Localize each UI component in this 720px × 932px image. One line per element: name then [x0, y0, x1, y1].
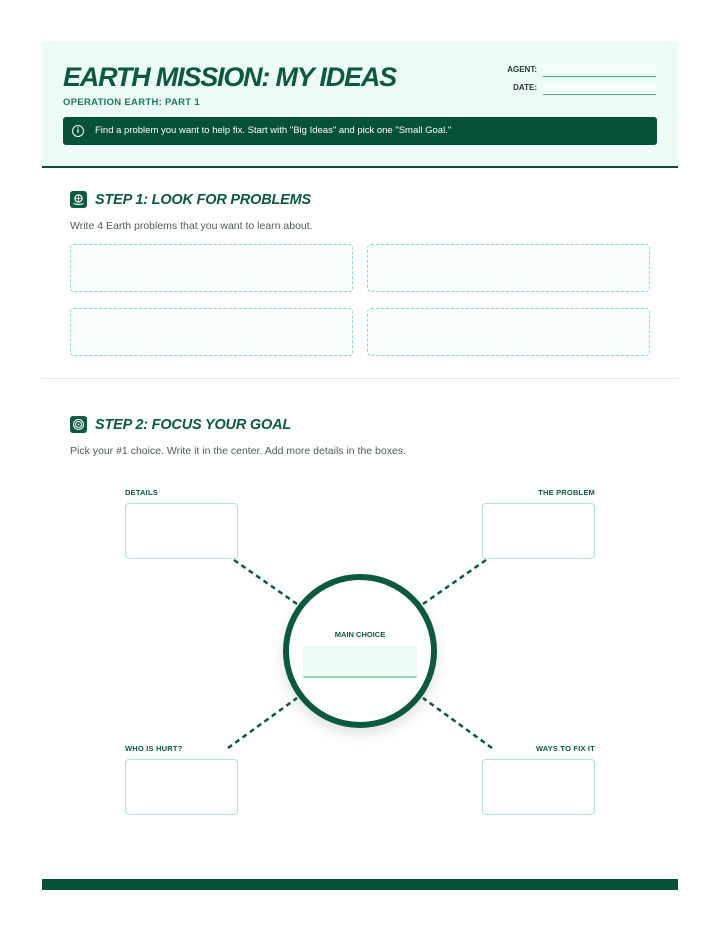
step1-description: Write 4 Earth problems that you want to learn about. [70, 220, 313, 232]
details-label: DETAILS [125, 488, 158, 497]
step1-title: STEP 1: LOOK FOR PROBLEMS [95, 191, 312, 208]
main-choice-label: MAIN CHOICE [334, 630, 386, 639]
who-hurt-box[interactable] [125, 759, 238, 815]
fix-label: WAYS TO FIX IT [535, 744, 595, 753]
main-choice-field[interactable] [303, 646, 417, 678]
footer-bar [42, 879, 678, 890]
agent-label: AGENT: [507, 65, 537, 74]
page-subtitle: OPERATION EARTH: PART 1 [63, 97, 200, 108]
problem-label: THE PROBLEM [538, 488, 595, 497]
banner-text: Find a problem you want to help fix. Start with "Big Ideas" and pick one "Small Goal." [95, 125, 452, 136]
main-choice-circle [283, 574, 437, 728]
step2-description: Pick your #1 choice. Write it in the center. Add more details in the boxes. [70, 445, 406, 457]
date-label: DATE: [513, 83, 537, 92]
who-hurt-label: WHO IS HURT? [125, 744, 183, 753]
problem-box[interactable] [482, 503, 595, 559]
page-title: EARTH MISSION: MY IDEAS [63, 62, 396, 92]
info-icon: i [72, 125, 84, 137]
worksheet-page [42, 42, 678, 890]
fix-box[interactable] [482, 759, 595, 815]
connector-details [234, 560, 297, 604]
step2-title: STEP 2: FOCUS YOUR GOAL [95, 416, 292, 433]
details-box[interactable] [125, 503, 238, 559]
connector-fix [423, 698, 492, 748]
connector-problem [423, 560, 486, 604]
connector-who-hurt [228, 698, 297, 748]
